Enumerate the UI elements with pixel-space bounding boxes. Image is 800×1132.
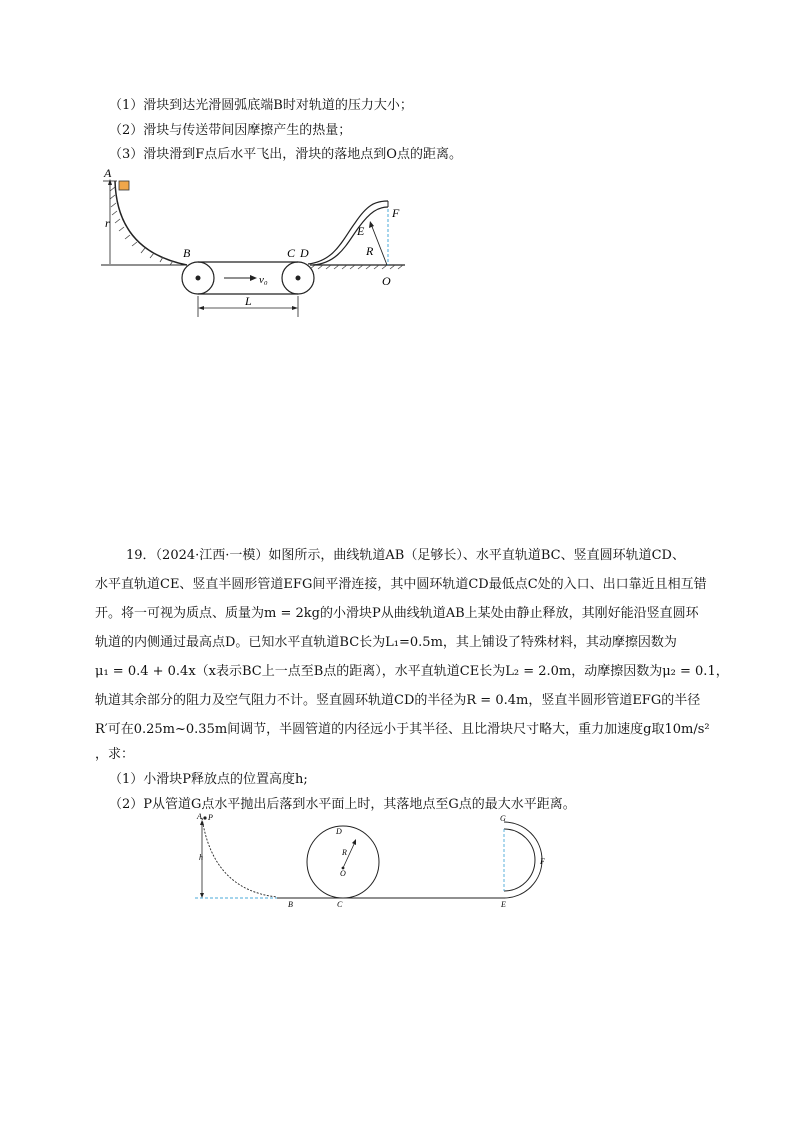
pipe-outer bbox=[504, 822, 542, 898]
label-c: C bbox=[337, 900, 343, 909]
q19-line-1: 19．（2024·江西·一模）如图所示，曲线轨道AB（足够长）、水平直轨道BC、竖直圆环轨道CD、 bbox=[126, 548, 685, 563]
q19-line-6: 轨道其余部分的阻力及空气阻力不计。竖直圆环轨道CD的半径为R = 0.4m，竖直半圆形管道EFG的半径 bbox=[95, 693, 701, 708]
label-d: D bbox=[336, 827, 342, 836]
q18-item-1: （1）滑块到达光滑圆弧底端B时对轨道的压力大小； bbox=[109, 98, 413, 113]
label-v0: v₀ bbox=[259, 274, 268, 286]
q19-line-2: 水平直轨道CE、竖直半圆形管道EFG间平滑连接，其中圆环轨道CD最低点C处的入口、出口靠近且相互错 bbox=[95, 577, 707, 592]
q19-question-1: （1）小滑块P释放点的位置高度h; bbox=[109, 772, 308, 787]
label-a: A bbox=[197, 812, 202, 821]
radius-r bbox=[371, 224, 387, 265]
conveyor-belt bbox=[182, 262, 314, 294]
label-o: O bbox=[340, 869, 346, 878]
label-b: B bbox=[288, 900, 293, 909]
label-e: E bbox=[501, 900, 506, 909]
label-f: F bbox=[392, 206, 400, 220]
q19-question-2: （2）P从管道G点水平抛出后落到水平面上时，其落地点至G点的最大水平距离。 bbox=[109, 797, 576, 812]
q19-figure bbox=[185, 810, 565, 910]
loop-track bbox=[307, 826, 379, 898]
q19-line-7: R′可在0.25m~0.35m间调节，半圆管道的内径远小于其半径、且比滑块尺寸略大，重力加速度g取10m/s² bbox=[95, 722, 710, 737]
label-h: h bbox=[199, 853, 203, 862]
curve-ab bbox=[202, 818, 277, 897]
q19-line-4: 轨道的内侧通过最高点D。已知水平直轨道BC长为L₁=0.5m，其上铺设了特殊材料，其动摩擦因数为 bbox=[95, 635, 677, 650]
q19-line-5: μ₁ = 0.4 + 0.4x（x表示BC上一点至B点的距离），水平直轨道CE长为L₂ = 2.0m，动摩擦因数为μ₂ = 0.1， bbox=[95, 664, 729, 679]
arc-ab bbox=[115, 181, 187, 265]
label-b: B bbox=[183, 246, 191, 260]
label-g: G bbox=[500, 814, 506, 823]
label-p: P bbox=[208, 813, 213, 822]
q19-line-8: ，求： bbox=[95, 747, 135, 762]
arc-hatching bbox=[110, 187, 173, 265]
label-l: L bbox=[245, 294, 252, 308]
q18-item-3: （3）滑块滑到F点后水平飞出，滑块的落地点到O点的距离。 bbox=[109, 147, 462, 162]
label-r-small: r bbox=[105, 216, 110, 230]
slider-block bbox=[119, 181, 129, 190]
label-e: E bbox=[357, 224, 365, 238]
label-d: D bbox=[300, 246, 309, 260]
pipe-inner bbox=[504, 829, 535, 891]
label-r: R bbox=[366, 244, 374, 258]
slider-p bbox=[203, 816, 206, 819]
q19-line-3: 开。将一可视为质点、质量为m = 2kg的小滑块P从曲线轨道AB上某处由静止释放，其刚好能沿竖直圆环 bbox=[95, 606, 699, 621]
q18-figure bbox=[95, 165, 425, 325]
label-r: R bbox=[342, 848, 347, 857]
label-c: C bbox=[287, 246, 296, 260]
track-def-inner bbox=[313, 207, 388, 265]
label-a: A bbox=[104, 166, 112, 180]
label-f: F bbox=[540, 857, 545, 866]
ground-hatching bbox=[310, 265, 403, 269]
label-o: O bbox=[382, 274, 391, 288]
q18-item-2: （2）滑块与传送带间因摩擦产生的热量； bbox=[109, 123, 352, 138]
